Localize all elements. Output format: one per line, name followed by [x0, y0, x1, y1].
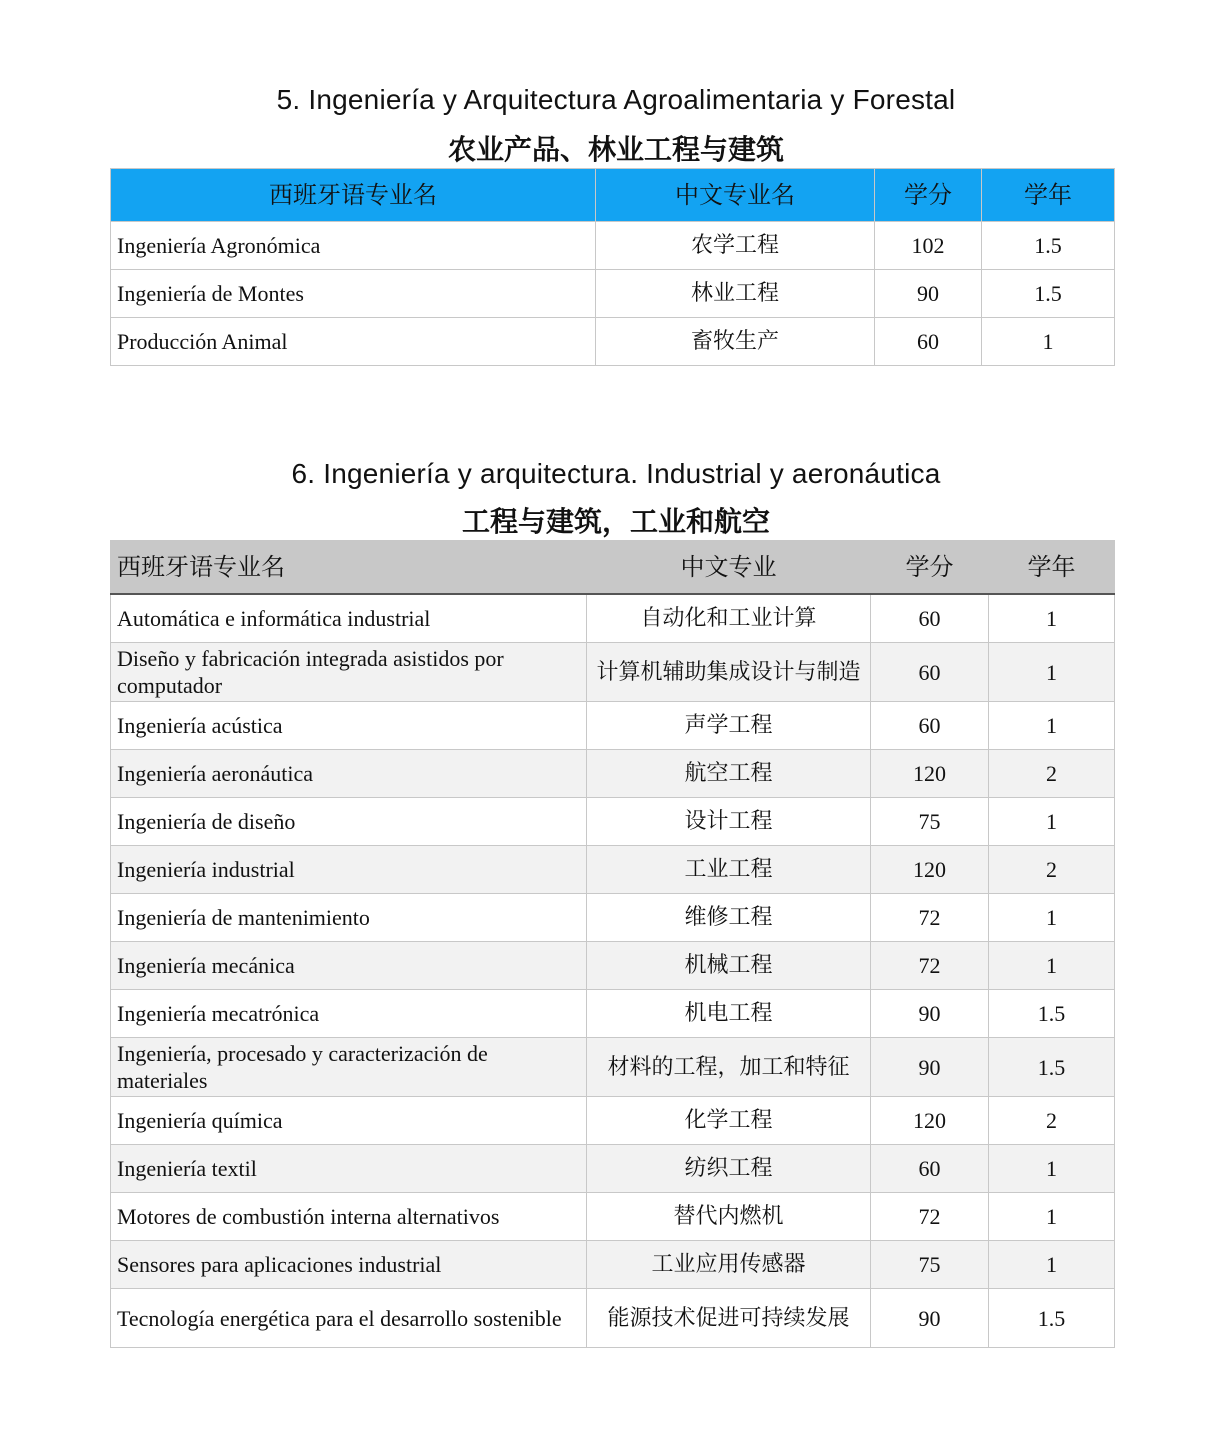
header-years: 学年 — [982, 169, 1115, 222]
cell-credits: 90 — [875, 270, 982, 318]
cell-es-name: Ingeniería, procesado y caracterización de materiales — [111, 1038, 587, 1097]
cell-es-name: Automática e informática industrial — [111, 594, 587, 643]
cell-es-name: Ingeniería industrial — [111, 846, 587, 894]
table-row — [111, 894, 1115, 942]
cell-zh-name: 农学工程 — [596, 222, 875, 270]
cell-credits: 90 — [871, 990, 989, 1038]
section5-table — [110, 168, 1115, 366]
cell-zh-name: 机械工程 — [587, 942, 871, 990]
header-credits: 学分 — [875, 169, 982, 222]
cell-zh-name: 化学工程 — [587, 1097, 871, 1145]
cell-years: 1 — [989, 643, 1115, 702]
cell-zh-name: 机电工程 — [587, 990, 871, 1038]
header-credits: 学分 — [871, 541, 989, 595]
cell-zh-name: 替代内燃机 — [587, 1193, 871, 1241]
cell-zh-name: 自动化和工业计算 — [587, 594, 871, 643]
cell-es-name: Ingeniería de mantenimiento — [111, 894, 587, 942]
cell-years: 1 — [989, 894, 1115, 942]
cell-zh-name: 畜牧生产 — [596, 318, 875, 366]
cell-es-name: Motores de combustión interna alternativos — [111, 1193, 587, 1241]
cell-years: 2 — [989, 1097, 1115, 1145]
cell-years: 1.5 — [989, 990, 1115, 1038]
header-zh-name: 中文专业名 — [596, 169, 875, 222]
cell-years: 2 — [989, 846, 1115, 894]
table-header-row — [111, 541, 1115, 595]
cell-es-name: Ingeniería mecatrónica — [111, 990, 587, 1038]
cell-credits: 60 — [871, 1145, 989, 1193]
cell-years: 1 — [989, 1193, 1115, 1241]
cell-credits: 60 — [871, 643, 989, 702]
cell-zh-name: 材料的工程，加工和特征 — [587, 1038, 871, 1097]
table-row — [111, 222, 1115, 270]
table-row — [111, 1145, 1115, 1193]
table-row — [111, 594, 1115, 643]
cell-credits: 72 — [871, 1193, 989, 1241]
table-row — [111, 750, 1115, 798]
cell-years: 1 — [989, 942, 1115, 990]
cell-es-name: Ingeniería de diseño — [111, 798, 587, 846]
cell-years: 1.5 — [989, 1289, 1115, 1348]
cell-years: 1 — [989, 1145, 1115, 1193]
cell-es-name: Ingeniería aeronáutica — [111, 750, 587, 798]
cell-es-name: Tecnología energética para el desarrollo sostenible — [111, 1289, 587, 1348]
cell-credits: 60 — [871, 594, 989, 643]
header-years: 学年 — [989, 541, 1115, 595]
table-row — [111, 1289, 1115, 1348]
cell-years: 2 — [989, 750, 1115, 798]
cell-zh-name: 声学工程 — [587, 702, 871, 750]
cell-es-name: Diseño y fabricación integrada asistidos por computador — [111, 643, 587, 702]
cell-credits: 60 — [871, 702, 989, 750]
cell-es-name: Ingeniería de Montes — [111, 270, 596, 318]
cell-years: 1 — [982, 318, 1115, 366]
table-header-row — [111, 169, 1115, 222]
cell-zh-name: 计算机辅助集成设计与制造 — [587, 643, 871, 702]
cell-credits: 72 — [871, 942, 989, 990]
table-row — [111, 643, 1115, 702]
table-row — [111, 1241, 1115, 1289]
cell-credits: 90 — [871, 1038, 989, 1097]
table-row — [111, 990, 1115, 1038]
cell-credits: 120 — [871, 846, 989, 894]
cell-es-name: Ingeniería mecánica — [111, 942, 587, 990]
cell-credits: 75 — [871, 1241, 989, 1289]
cell-credits: 102 — [875, 222, 982, 270]
cell-zh-name: 维修工程 — [587, 894, 871, 942]
header-zh-name: 中文专业 — [587, 541, 871, 595]
cell-es-name: Ingeniería Agronómica — [111, 222, 596, 270]
table-row — [111, 318, 1115, 366]
cell-credits: 60 — [875, 318, 982, 366]
cell-years: 1.5 — [982, 222, 1115, 270]
cell-credits: 120 — [871, 1097, 989, 1145]
cell-years: 1.5 — [982, 270, 1115, 318]
cell-years: 1 — [989, 1241, 1115, 1289]
table-row — [111, 270, 1115, 318]
cell-zh-name: 能源技术促进可持续发展 — [587, 1289, 871, 1348]
cell-zh-name: 纺织工程 — [587, 1145, 871, 1193]
section6-title-es: 6. Ingeniería y arquitectura. Industrial y aeronáutica — [291, 458, 941, 489]
table-row — [111, 1038, 1115, 1097]
table-row — [111, 798, 1115, 846]
table-row — [111, 1097, 1115, 1145]
table-row — [111, 942, 1115, 990]
table-row — [111, 846, 1115, 894]
section6-table — [110, 540, 1115, 1348]
header-es-name: 西班牙语专业名 — [111, 541, 587, 595]
cell-es-name: Ingeniería textil — [111, 1145, 587, 1193]
table-row — [111, 1193, 1115, 1241]
cell-credits: 72 — [871, 894, 989, 942]
cell-zh-name: 林业工程 — [596, 270, 875, 318]
cell-es-name: Ingeniería química — [111, 1097, 587, 1145]
section6-title-zh: 工程与建筑，工业和航空 — [461, 506, 770, 537]
section5-title-zh: 农业产品、林业工程与建筑 — [447, 134, 784, 165]
cell-credits: 90 — [871, 1289, 989, 1348]
cell-years: 1 — [989, 594, 1115, 643]
cell-years: 1.5 — [989, 1038, 1115, 1097]
cell-years: 1 — [989, 702, 1115, 750]
cell-es-name: Producción Animal — [111, 318, 596, 366]
table-row — [111, 702, 1115, 750]
cell-zh-name: 工业工程 — [587, 846, 871, 894]
cell-es-name: Sensores para aplicaciones industrial — [111, 1241, 587, 1289]
header-es-name: 西班牙语专业名 — [111, 169, 596, 222]
cell-credits: 75 — [871, 798, 989, 846]
cell-zh-name: 航空工程 — [587, 750, 871, 798]
cell-credits: 120 — [871, 750, 989, 798]
cell-years: 1 — [989, 798, 1115, 846]
cell-zh-name: 设计工程 — [587, 798, 871, 846]
section5-title-es: 5. Ingeniería y Arquitectura Agroalimentaria y Forestal — [276, 84, 956, 115]
cell-es-name: Ingeniería acústica — [111, 702, 587, 750]
cell-zh-name: 工业应用传感器 — [587, 1241, 871, 1289]
